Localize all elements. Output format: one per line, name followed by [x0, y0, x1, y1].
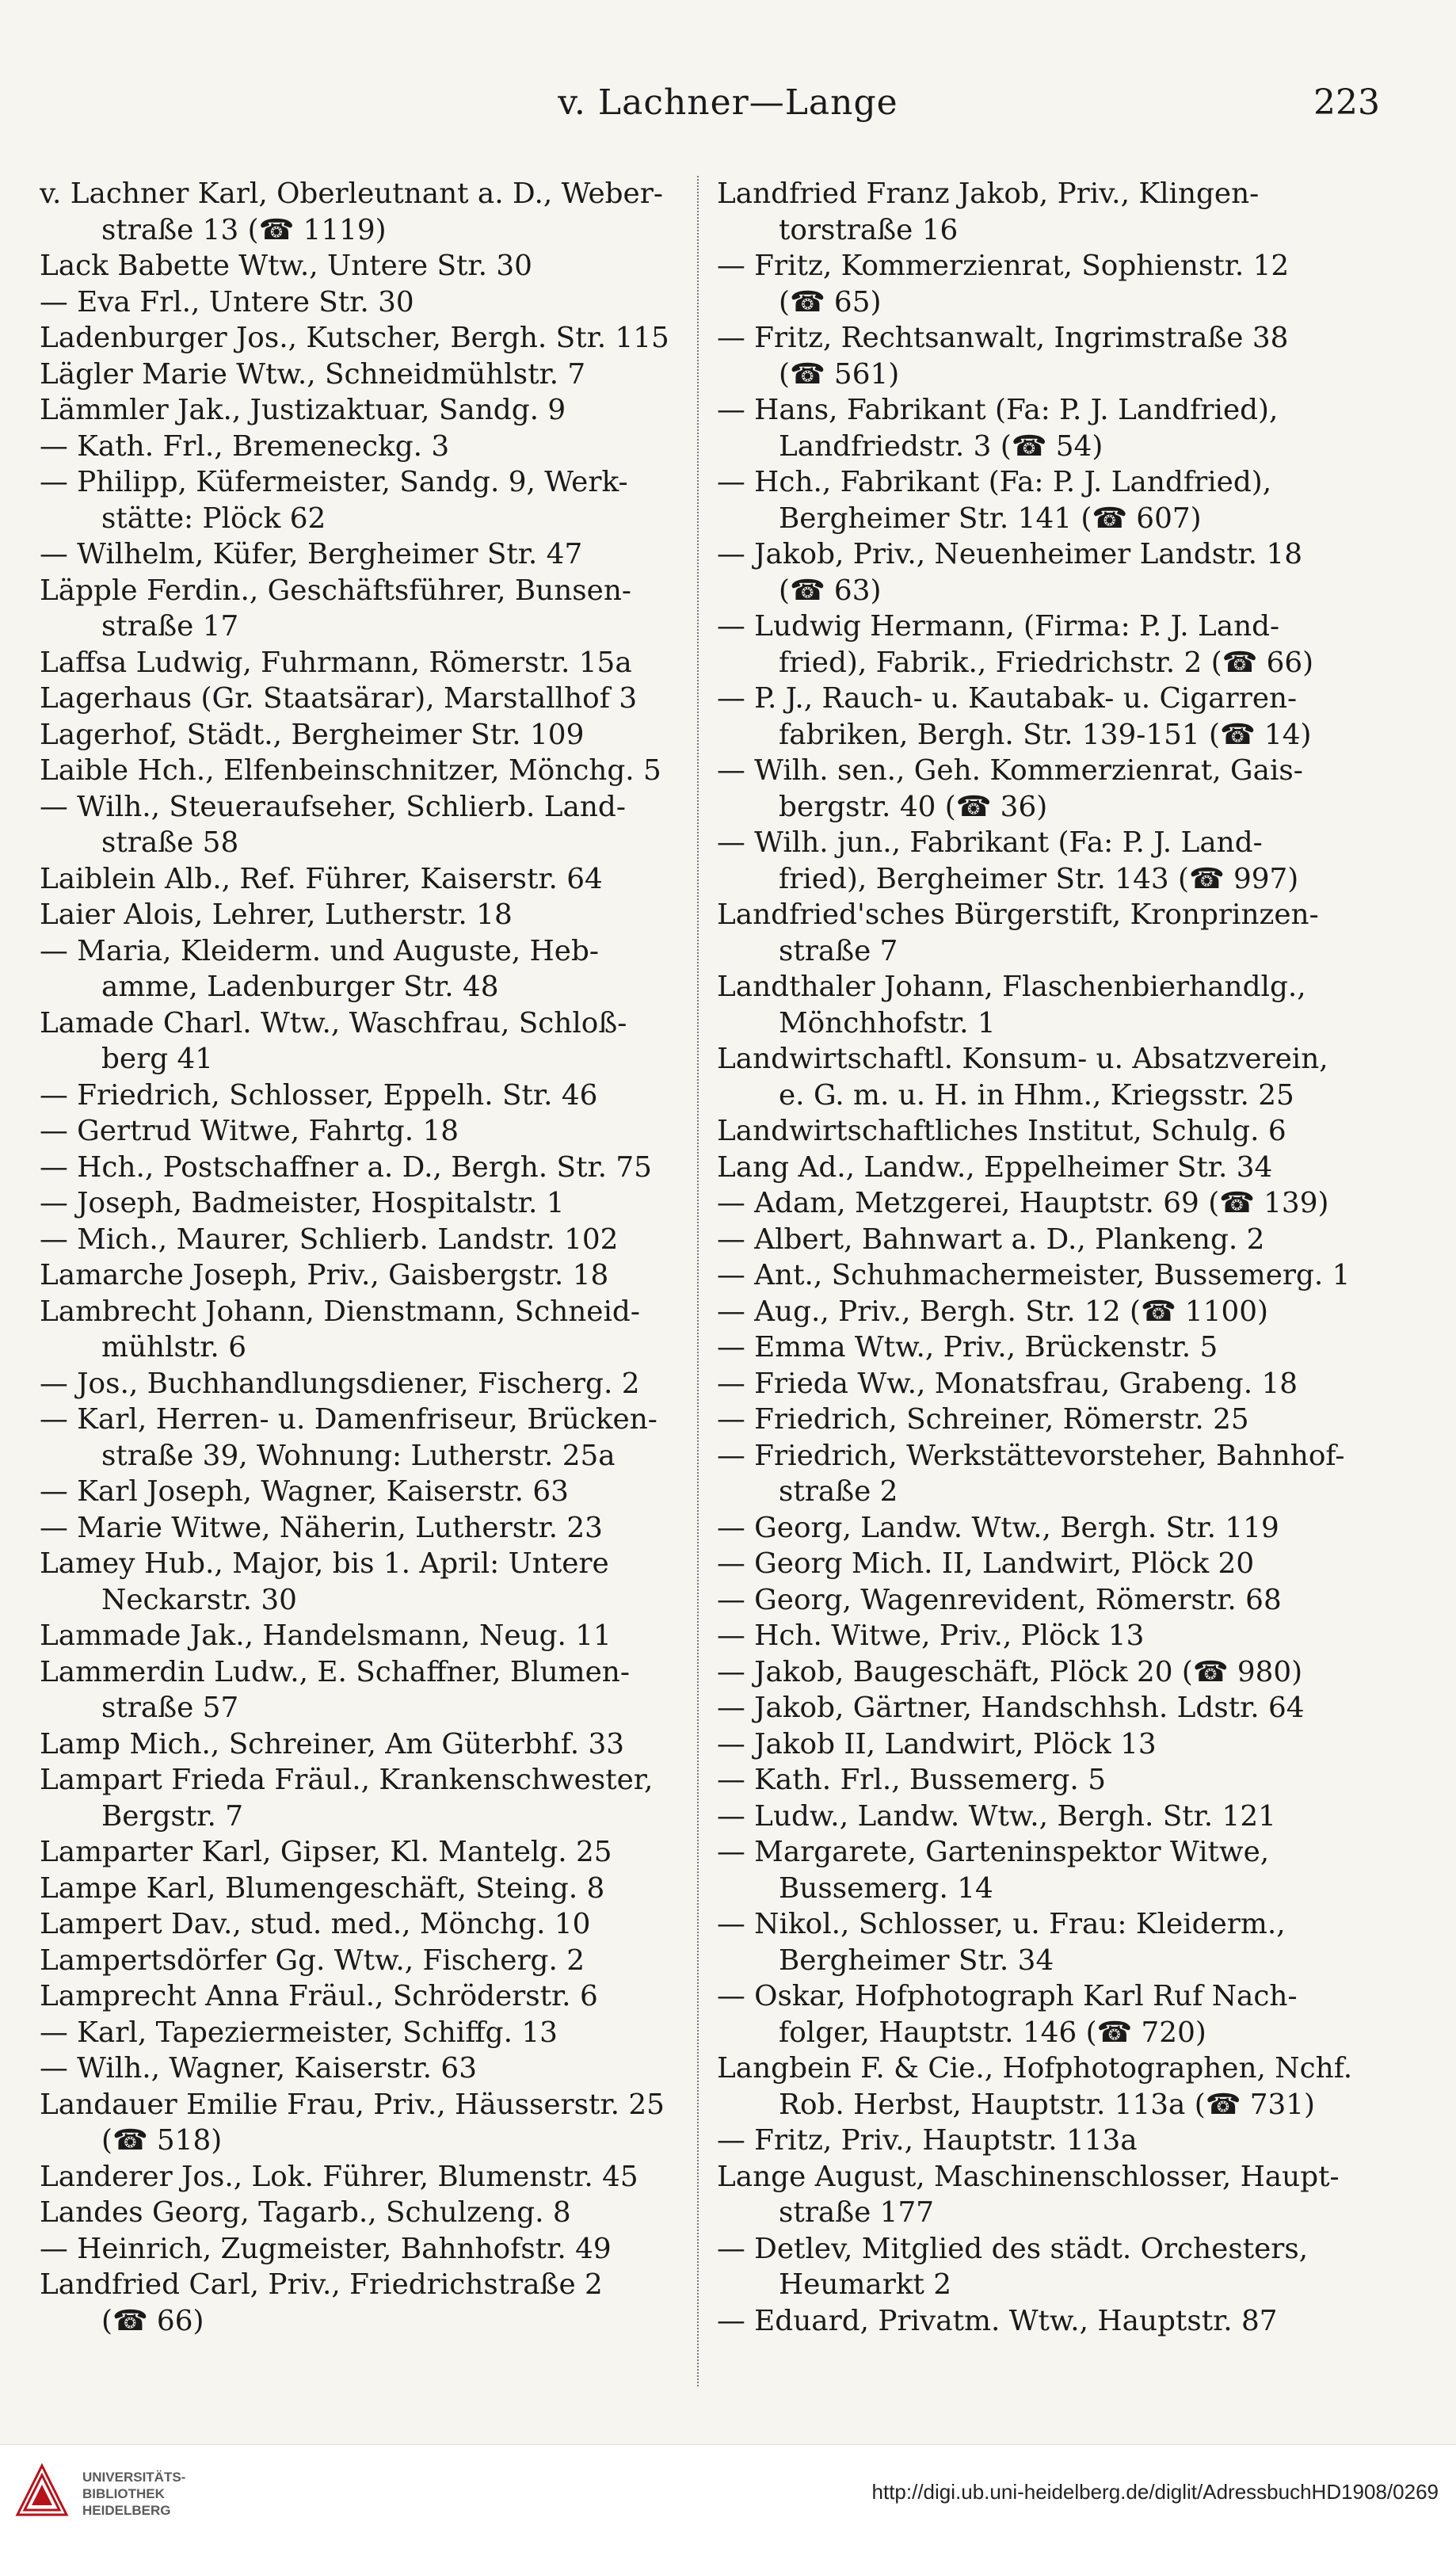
entry-line: — Marie Witwe, Näherin, Lutherstr. 23	[40, 1511, 603, 1544]
entry-continuation-line: Bergheimer Str. 141 (☎ 607)	[779, 502, 1202, 535]
entry-line: — Philipp, Küfermeister, Sandg. 9, Werk-	[40, 466, 628, 498]
directory-entry	[717, 536, 1382, 608]
entry-line: — Ludwig Hermann, (Firma: P. J. Land-	[717, 610, 1280, 643]
entry-continuation-line: straße 58	[101, 826, 239, 859]
entry-line: — Gertrud Witwe, Fahrtg. 18	[40, 1115, 459, 1147]
entry-line: — Wilh., Steueraufseher, Schlierb. Land-	[40, 790, 626, 823]
directory-entry	[717, 825, 1382, 897]
library-name-line: HEIDELBERG	[82, 2503, 171, 2518]
entry-line: Lämmler Jak., Justizaktuar, Sandg. 9	[40, 394, 566, 426]
entry-line: — Hch., Fabrikant (Fa: P. J. Landfried),	[717, 466, 1272, 498]
directory-entry	[40, 2195, 705, 2231]
footer-bar	[0, 2444, 1456, 2552]
directory-entry	[717, 176, 1382, 248]
entry-line: Ladenburger Jos., Kutscher, Bergh. Str. 115	[40, 322, 669, 354]
directory-entry	[40, 681, 705, 717]
directory-entry	[40, 392, 705, 429]
entry-line: — Jakob, Gärtner, Handschhsh. Ldstr. 64	[717, 1692, 1305, 1724]
directory-entry	[40, 1222, 705, 1258]
directory-entry	[40, 1871, 705, 1907]
column-divider	[697, 176, 700, 2386]
directory-entry	[717, 2123, 1382, 2159]
entry-continuation-line: (☎ 518)	[101, 2124, 223, 2157]
directory-entry	[40, 464, 705, 536]
library-name	[82, 2469, 185, 2519]
directory-entry	[40, 1150, 705, 1186]
entry-continuation-line: fried), Fabrik., Friedrichstr. 2 (☎ 66)	[779, 646, 1314, 679]
entry-line: — Ant., Schuhmachermeister, Bussemerg. 1	[717, 1259, 1351, 1291]
directory-entry	[40, 753, 705, 789]
entry-line: — Jakob II, Landwirt, Plöck 13	[717, 1727, 1157, 1760]
directory-entry	[40, 2015, 705, 2051]
entry-line: — Margarete, Garteninspektor Witwe,	[717, 1836, 1270, 1868]
entry-line: — Hans, Fabrikant (Fa: P. J. Landfried),	[717, 394, 1279, 426]
entry-continuation-line: stätte: Plöck 62	[101, 502, 326, 535]
source-url-link[interactable]: http://digi.ub.uni-heidelberg.de/diglit/AdressbuchHD1908/0269	[871, 2480, 1439, 2504]
directory-entry	[717, 1329, 1382, 1366]
directory-entry	[40, 2087, 705, 2159]
entry-line: Lagerhaus (Gr. Staatsärar), Marstallhof 3	[40, 682, 638, 715]
entry-continuation-line: Rob. Herbst, Hauptstr. 113a (☎ 731)	[779, 2088, 1315, 2121]
entry-line: — Hch. Witwe, Priv., Plöck 13	[717, 1619, 1145, 1652]
directory-entry	[40, 1078, 705, 1114]
entry-line: Landfried Carl, Priv., Friedrichstraße 2	[40, 2268, 603, 2301]
entry-line: Landwirtschaftliches Institut, Schulg. 6	[717, 1115, 1286, 1147]
entry-continuation-line: fabriken, Bergh. Str. 139-151 (☎ 14)	[779, 718, 1312, 751]
entry-continuation-line: bergstr. 40 (☎ 36)	[779, 790, 1048, 823]
entry-line: Lagerhof, Städt., Bergheimer Str. 109	[40, 718, 585, 751]
entry-continuation-line: amme, Ladenburger Str. 48	[101, 971, 499, 1003]
directory-entry	[717, 1294, 1382, 1330]
entry-line: Laier Alois, Lehrer, Lutherstr. 18	[40, 898, 513, 931]
entry-line: — Georg, Wagenrevident, Römerstr. 68	[717, 1583, 1282, 1616]
entry-line: Lange August, Maschinenschlosser, Haupt-	[717, 2160, 1340, 2193]
library-name-line: UNIVERSITÄTS-	[82, 2470, 186, 2485]
entry-line: — Mich., Maurer, Schlierb. Landstr. 102	[40, 1223, 619, 1256]
entry-line: — Ludw., Landw. Wtw., Bergh. Str. 121	[717, 1799, 1276, 1833]
entry-continuation-line: straße 177	[779, 2196, 935, 2229]
directory-entry	[717, 1438, 1382, 1510]
entry-continuation-line: folger, Hauptstr. 146 (☎ 720)	[779, 2016, 1206, 2049]
entry-line: Laiblein Alb., Ref. Führer, Kaiserstr. 64	[40, 862, 603, 895]
directory-entry	[717, 1113, 1382, 1150]
entry-line: — Karl Joseph, Wagner, Kaiserstr. 63	[40, 1475, 569, 1508]
directory-entry	[717, 464, 1382, 536]
entry-line: — Aug., Priv., Bergh. Str. 12 (☎ 1100)	[717, 1295, 1268, 1328]
entry-line: Läpple Ferdin., Geschäftsführer, Bunsen-	[40, 574, 631, 607]
entry-line: — Albert, Bahnwart a. D., Plankeng. 2	[717, 1223, 1265, 1256]
entry-continuation-line: (☎ 65)	[779, 285, 882, 319]
entry-line: Landfried Franz Jakob, Priv., Klingen-	[717, 177, 1260, 210]
directory-entry	[40, 897, 705, 933]
entry-line: Lägler Marie Wtw., Schneidmühlstr. 7	[40, 357, 586, 391]
entry-line: Lampertsdörfer Gg. Wtw., Fischerg. 2	[40, 1944, 585, 1977]
directory-entry	[717, 320, 1382, 392]
entry-line: — Fritz, Priv., Hauptstr. 113a	[717, 2124, 1138, 2157]
entry-line: Lamey Hub., Major, bis 1. April: Untere	[40, 1547, 609, 1580]
directory-entry	[40, 2159, 705, 2195]
entry-continuation-line: berg 41	[101, 1043, 214, 1075]
directory-entry	[40, 248, 705, 284]
directory-entry	[717, 2231, 1382, 2303]
entry-line: — Kath. Frl., Bremeneckg. 3	[40, 429, 450, 463]
directory-entry	[40, 1906, 705, 1943]
entry-line: Lammerdin Ludw., E. Schaffner, Blumen-	[40, 1655, 630, 1688]
directory-entry	[717, 1906, 1382, 1978]
directory-entry	[40, 1978, 705, 2015]
entry-line: — Kath. Frl., Bussemerg. 5	[717, 1764, 1106, 1796]
directory-entry	[40, 1618, 705, 1654]
directory-entry	[717, 969, 1382, 1041]
directory-entry	[717, 2303, 1382, 2340]
directory-entry	[40, 357, 705, 393]
directory-entry	[40, 1185, 705, 1222]
entry-line: — Wilh. jun., Fabrikant (Fa: P. J. Land-	[717, 826, 1263, 859]
entry-line: — Emma Wtw., Priv., Brückenstr. 5	[717, 1331, 1218, 1364]
entry-line: — Friedrich, Werkstättevorsteher, Bahnhof-	[717, 1439, 1345, 1472]
entry-line: — Adam, Metzgerei, Hauptstr. 69 (☎ 139)	[717, 1187, 1329, 1219]
entry-line: Landes Georg, Tagarb., Schulzeng. 8	[40, 2196, 571, 2229]
entry-line: — Frieda Ww., Monatsfrau, Grabeng. 18	[717, 1367, 1298, 1400]
entry-line: Lamprecht Anna Fräul., Schröderstr. 6	[40, 1980, 598, 2012]
directory-entry	[717, 2050, 1382, 2123]
entry-continuation-line: straße 17	[101, 610, 239, 643]
library-logo-icon	[14, 2462, 70, 2518]
entry-line: Lammade Jak., Handelsmann, Neug. 11	[40, 1619, 612, 1652]
entry-line: — Eva Frl., Untere Str. 30	[40, 285, 414, 319]
entry-line: — Jakob, Baugeschäft, Plöck 20 (☎ 980)	[717, 1655, 1303, 1688]
entry-continuation-line: fried), Bergheimer Str. 143 (☎ 997)	[779, 862, 1299, 895]
directory-entry	[40, 2267, 705, 2339]
directory-entry	[717, 1654, 1382, 1691]
entry-continuation-line: Heumarkt 2	[779, 2268, 952, 2301]
directory-entry	[717, 1150, 1382, 1186]
directory-entry	[717, 392, 1382, 464]
directory-entry	[40, 429, 705, 465]
entry-line: — Fritz, Rechtsanwalt, Ingrimstraße 38	[717, 322, 1289, 354]
directory-entry	[717, 1834, 1382, 1906]
directory-entry	[40, 717, 705, 753]
entry-line: Lambrecht Johann, Dienstmann, Schneid-	[40, 1295, 640, 1328]
directory-entry	[40, 1546, 705, 1618]
directory-entry	[717, 1510, 1382, 1547]
entry-line: — Oskar, Hofphotograph Karl Ruf Nach-	[717, 1980, 1298, 2012]
entry-line: — Karl, Tapeziermeister, Schiffg. 13	[40, 2016, 558, 2049]
directory-entry	[40, 2050, 705, 2087]
entry-continuation-line: torstraße 16	[779, 213, 959, 246]
entry-line: — Georg Mich. II, Landwirt, Plöck 20	[717, 1547, 1255, 1580]
directory-entry	[40, 536, 705, 573]
directory-entry	[40, 1834, 705, 1871]
entry-line: Landthaler Johann, Flaschenbierhandlg.,	[717, 971, 1306, 1003]
entry-line: Lamp Mich., Schreiner, Am Güterbhf. 33	[40, 1727, 624, 1760]
entry-line: — Nikol., Schlosser, u. Frau: Kleiderm.,	[717, 1908, 1286, 1940]
directory-entry	[40, 1474, 705, 1510]
directory-entry	[717, 248, 1382, 320]
directory-entry	[717, 1257, 1382, 1294]
directory-entry	[40, 1366, 705, 1402]
directory-entry	[40, 320, 705, 357]
directory-entry	[717, 897, 1382, 969]
entry-line: Lack Babette Wtw., Untere Str. 30	[40, 250, 532, 282]
directory-entry	[40, 789, 705, 861]
entry-line: — P. J., Rauch- u. Kautabak- u. Cigarren-	[717, 682, 1298, 715]
entry-line: — Heinrich, Zugmeister, Bahnhofstr. 49	[40, 2232, 612, 2265]
entry-continuation-line: Mönchhofstr. 1	[779, 1006, 996, 1039]
entry-continuation-line: Bussemerg. 14	[779, 1871, 993, 1905]
entry-continuation-line: straße 7	[779, 934, 898, 967]
entry-line: — Hch., Postschaffner a. D., Bergh. Str. 75	[40, 1150, 652, 1184]
entry-line: Laffsa Ludwig, Fuhrmann, Römerstr. 15a	[40, 646, 632, 679]
entry-continuation-line: straße 57	[101, 1692, 239, 1724]
entry-line: Landwirtschaftl. Konsum- u. Absatzverein,	[717, 1043, 1328, 1075]
entry-line: v. Lachner Karl, Oberleutnant a. D., Weber-	[40, 177, 663, 210]
directory-entry	[717, 1762, 1382, 1799]
directory-entry	[40, 1257, 705, 1294]
entry-line: — Wilh. sen., Geh. Kommerzienrat, Gais-	[717, 754, 1303, 787]
directory-entry	[717, 1185, 1382, 1222]
entry-line: — Jakob, Priv., Neuenheimer Landstr. 18	[717, 538, 1302, 570]
entry-line: Laible Hch., Elfenbeinschnitzer, Mönchg. 5	[40, 754, 661, 787]
entry-continuation-line: Neckarstr. 30	[101, 1583, 297, 1616]
directory-entry	[40, 1762, 705, 1834]
entry-line: Landerer Jos., Lok. Führer, Blumenstr. 45	[40, 2160, 638, 2193]
directory-entry	[717, 1222, 1382, 1258]
directory-entry	[717, 1546, 1382, 1582]
entry-line: Landauer Emilie Frau, Priv., Häusserstr. 25	[40, 2088, 665, 2121]
page-number: 223	[1313, 82, 1380, 123]
directory-entry	[40, 645, 705, 681]
entry-continuation-line: straße 39, Wohnung: Lutherstr. 25a	[101, 1439, 616, 1472]
entry-continuation-line: Bergstr. 7	[101, 1799, 243, 1833]
entry-line: — Detlev, Mitglied des städt. Orchesters,	[717, 2232, 1309, 2265]
directory-entry	[717, 681, 1382, 753]
directory-entry	[40, 176, 705, 248]
directory-entry	[717, 1041, 1382, 1113]
entry-line: — Wilh., Wagner, Kaiserstr. 63	[40, 2052, 477, 2085]
directory-entry	[40, 1510, 705, 1547]
entry-line: Lampert Dav., stud. med., Mönchg. 10	[40, 1908, 591, 1940]
directory-entry	[717, 1978, 1382, 2050]
directory-entry	[40, 573, 705, 645]
entry-line: Langbein F. & Cie., Hofphotographen, Nchf.	[717, 2052, 1353, 2085]
directory-entry	[40, 1943, 705, 1979]
entry-line: Lamparter Karl, Gipser, Kl. Mantelg. 25	[40, 1836, 612, 1868]
entry-continuation-line: straße 13 (☎ 1119)	[101, 213, 387, 246]
entry-continuation-line: Bergheimer Str. 34	[779, 1944, 1054, 1977]
entry-line: — Georg, Landw. Wtw., Bergh. Str. 119	[717, 1511, 1279, 1544]
directory-entry	[717, 1402, 1382, 1438]
directory-entry	[40, 1294, 705, 1366]
library-name-line: BIBLIOTHEK	[82, 2486, 165, 2501]
entry-continuation-line: straße 2	[779, 1475, 898, 1508]
directory-entry	[40, 1005, 705, 1078]
entry-continuation-line: (☎ 66)	[101, 2304, 204, 2337]
right-column	[717, 176, 1382, 2386]
entry-line: — Wilhelm, Küfer, Bergheimer Str. 47	[40, 538, 583, 570]
entry-continuation-line: e. G. m. u. H. in Hhm., Kriegsstr. 25	[779, 1078, 1294, 1112]
entry-line: — Jos., Buchhandlungsdiener, Fischerg. 2	[40, 1367, 640, 1400]
entry-line: — Friedrich, Schreiner, Römerstr. 25	[717, 1403, 1249, 1436]
directory-entry	[40, 1654, 705, 1726]
directory-entry	[717, 1799, 1382, 1835]
entry-continuation-line: (☎ 561)	[779, 357, 900, 391]
directory-entry	[717, 1618, 1382, 1654]
entry-line: Lampe Karl, Blumengeschäft, Steing. 8	[40, 1871, 605, 1905]
entry-line: — Friedrich, Schlosser, Eppelh. Str. 46	[40, 1078, 598, 1112]
entry-line: — Karl, Herren- u. Damenfriseur, Brücken-	[40, 1403, 657, 1436]
directory-entry	[40, 2231, 705, 2268]
running-header: v. Lachner—Lange	[558, 82, 898, 123]
directory-entry	[717, 1366, 1382, 1402]
directory-entry	[717, 2159, 1382, 2231]
entry-line: Lamarche Joseph, Priv., Gaisbergstr. 18	[40, 1259, 609, 1291]
entry-line: Lamade Charl. Wtw., Waschfrau, Schloß-	[40, 1006, 627, 1039]
entry-continuation-line: mühlstr. 6	[101, 1331, 246, 1364]
directory-entry	[717, 1726, 1382, 1763]
entry-line: — Joseph, Badmeister, Hospitalstr. 1	[40, 1187, 565, 1219]
entry-line: Lang Ad., Landw., Eppelheimer Str. 34	[717, 1150, 1273, 1184]
entry-continuation-line: Landfriedstr. 3 (☎ 54)	[779, 429, 1103, 463]
directory-entry	[40, 933, 705, 1005]
directory-entry	[40, 861, 705, 898]
entry-continuation-line: (☎ 63)	[779, 574, 882, 607]
entry-line: — Eduard, Privatm. Wtw., Hauptstr. 87	[717, 2304, 1278, 2337]
directory-entry	[717, 753, 1382, 825]
directory-entry	[40, 1113, 705, 1150]
directory-entry	[717, 1582, 1382, 1619]
entry-line: — Maria, Kleiderm. und Auguste, Heb-	[40, 934, 599, 967]
directory-entry	[40, 1402, 705, 1474]
directory-entry	[717, 608, 1382, 681]
entry-line: Landfried'sches Bürgerstift, Kronprinzen-	[717, 898, 1319, 931]
left-column	[40, 176, 705, 2386]
directory-entry	[40, 1726, 705, 1763]
directory-entry	[717, 1690, 1382, 1726]
entry-line: Lampart Frieda Fräul., Krankenschwester,	[40, 1764, 654, 1796]
entry-line: — Fritz, Kommerzienrat, Sophienstr. 12	[717, 250, 1290, 282]
directory-entry	[40, 284, 705, 321]
